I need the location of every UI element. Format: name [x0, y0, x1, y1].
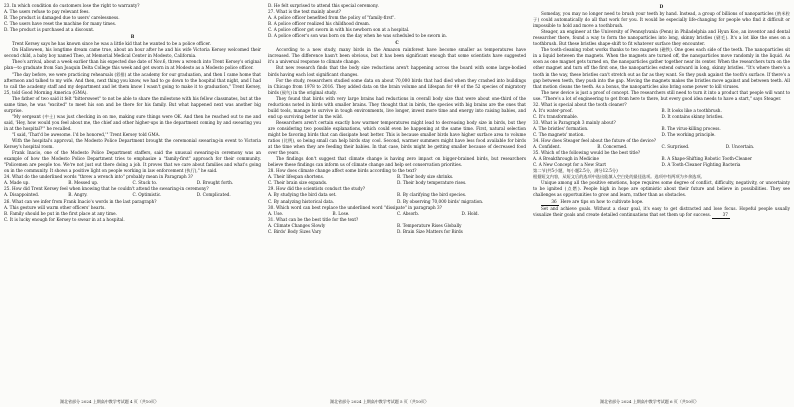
option-26a: A. This gesture will warm other officers' hearts.: [4, 204, 106, 210]
option-26b: B. Family should be put in the first place at any time.: [4, 210, 117, 216]
option-27b: B. A police officer realized his childhood dream.: [268, 21, 371, 27]
passage-b-para-7: "I said, 'That'd be awesome. I'd be honored,'" Trent Kersey told GMA.: [12, 131, 161, 137]
passage-d-para-2: Steager, an engineer at the University of Pennsylvania (Penn) in Philadelphia and Hyun Koo, an inventor and dental researcher there, found a way to form the nanoparticles into long, skinny bristles (刷毛). It's a lot like the ones on a toothbrush. But these bristles shape-shift to fit whatever surface they encounter.: [533, 29, 790, 47]
page-footer-right: 湖北省部分 2024 上期高中教学考试题 6 页（共10页）: [600, 399, 699, 404]
section-2-instructions: 根据短文内容，从短文后的选项中选出能填入空白处的最佳选项。选项中有两项为多余选项。: [533, 174, 705, 180]
option-29c: C. By analyzing historical data.: [268, 198, 335, 204]
passage-b-para-1: Trent Kersey says he has known since he was a little kid that he wanted to be a police officer.: [12, 41, 211, 47]
option-33c: C. The magnets' motion.: [533, 131, 585, 137]
question-24: 24. What do the underlined words "threw a wrench into" probably mean in Paragraph 3?: [4, 174, 193, 180]
passage-d-para-3: The tooth-cleaning robot works thanks to two magnets (磁铁). One goes each side of the teeth. The nanoparticles sit in a liquid between the magnets. When the magnets are turned off, the nanoparticles move randomly in the liquid. As soon as one magnet gets turned on, the nanoparticles gather together near its center. When the researchers turn on the other magnet and turn off the first one, the nanoparticles extend outward in long, skinny bristles. "It's where there's a tooth in the way, these bristles can't stretch out as far as they want. So they push against the tooth's surface. If there's a gap between teeth, they push into the gap. Moving the magnets makes the bristles move against and between teeth. All that motion cleans the teeth. As a bonus, the nanoparticles also bring some power to kill viruses.: [533, 47, 790, 89]
option-33d: D. The working principle.: [661, 131, 716, 137]
option-30b: B. Lose.: [332, 210, 350, 216]
passage-b-para-4: "The day before, we were practicing rehearsals (彩排) at the academy for our graduation, and then I came home that afternoon and talked to my wife. And then, next thing you know, we had to go down to the hospital that night, and I had to call the academy staff and my department and let them know I wasn't going to make it to graduation," Trent Kersey, 25, told Good Morning America (GMA).: [4, 71, 261, 95]
option-24d: D. Brought forth.: [196, 180, 234, 186]
option-35b: B. A Shape-Shifting Robotic Tooth-Cleaner: [661, 156, 752, 162]
passage-c-para-3: For the study, researchers studied some data on about 70,000 birds that had died when they crashed into buildings in Chicago from 1978 to 2016. They added data on the brain volume and lifespan for 49 of the 52 species of migratory birds (候鸟) in the original study.: [268, 77, 526, 95]
option-35c: C. A New Concept for a New Start: [533, 162, 607, 168]
option-23d: D. The product is purchased at a discount.: [4, 27, 95, 33]
passage-d-para-1: Someday, you may no longer need to brush your teeth by hand. Instead, a group of billions of nanoparticles (纳米粒子) could automatically do all that work for you. It would be especially life-changing for people who find it difficult or impossible to hold and move a toothbrush.: [533, 11, 790, 29]
option-34a: A. Confident.: [533, 144, 561, 150]
passage-c-para-5: Researchers aren't certain exactly how warmer temperatures might lead to decreasing body size in birds, but they are considering two possible explanations, which could even be happening at the same time. First, natural selection might be favoring birds that can dissipate heat better. This is because smaller birds have higher surface area to volume ratios (比例), so being small can help birds stay cool. Second, warmer summers might have less food available for birds at the time when they are feeding their babies. In that case, birds might be getting smaller because of decreased food over the years.: [268, 119, 526, 156]
option-32d: D. It contains skinny bristles.: [661, 113, 724, 119]
question-30: 30. Which word can best replace the underlined word "dissipate" in paragraph 3?: [268, 204, 442, 210]
option-34b: B. Concerned.: [597, 144, 628, 150]
cloze-goal-text: Set and achieve goals. Without a clear goal, it's easy to get distracted and lose focus. Hopeful people usually visualize their goals and create detailed continuations that set them up for success.: [533, 205, 790, 217]
option-24c: C. Stuck to.: [132, 180, 158, 186]
passage-b-para-2: On Halloween, his longtime dream came true, about an hour after he and his wife Victoria Kersey welcomed their second child, a baby boy named Theo, at Memorial Medical Center in Modesto, California.: [4, 47, 261, 59]
option-35a: A. A Breakthrough in Medicine: [533, 156, 599, 162]
passage-b-para-5: The father of two said it felt "bittersweet" to not be able to share the milestone with his fellow classmates, but at the same time, he was "excited" to meet his son and be there for his family. But what happened next was another big surprise.: [4, 95, 261, 113]
option-28b: B. Their body size shrinks.: [397, 174, 454, 180]
passage-b-para-8: With the hospital's approval, the Modesto Police Department brought the ceremonial swearing-in event to Victoria Kersey's hospital room.: [4, 138, 261, 150]
column-middle: [268, 3, 526, 393]
option-30c: C. Absorb.: [397, 210, 420, 216]
option-30d: D. Hold.: [461, 210, 479, 216]
page-footer-left: 湖北省部分 2024 上期高中教学考试题 4 页（共10页）: [60, 399, 159, 404]
passage-c-para-4: They found that birds with very large brains had reductions in overall body size that were about one-third of the reductions noted in birds with smaller brains. They thought that in birds, the species with big brains are the ones that build tools, manage to survive in tough environments, live longer, invest more time and energy into raising babies, and end up surviving better in the wild.: [268, 95, 526, 119]
option-31c: C. Birds' Body Sizes Vary: [268, 228, 322, 234]
question-25: 25. How did Trent Kersey feel when knowing that he couldn't attend the swearing-in ceremony?: [4, 186, 209, 192]
passage-c-para-2: But new research finds that the body size reductions aren't happening across the board with some large-bodied birds having each lost significant changes.: [268, 65, 526, 77]
option-29d: D. By observing 70,000 birds' migration.: [397, 198, 484, 204]
blank-37: 37: [712, 212, 730, 219]
option-31a: A. Climate Changes Slowly: [268, 222, 326, 228]
options-29-row-2: [268, 199, 526, 205]
column-left: [4, 3, 261, 393]
option-25b: B. Angry.: [68, 192, 88, 198]
passage-b-para-3: Theo's arrival, about a week earlier than his expected due date of Nov.6, threw a wrench into Trent Kersey's original plan—to graduate from San Joaquin Delta College this week and get sworn in at Modesto as a Modesto police officer.: [4, 59, 261, 71]
cloze-tip-intro: Here are tips on how to cultivate hope.: [560, 198, 644, 204]
question-23: 23. In which condition do customers lose the right to warranty?: [4, 3, 140, 8]
passage-cloze-para-1: Unique among all the positive emotions, hope requires some degree of conflict, difficulty, negativity, or uncertainty to be ignited (点燃). People high in hope are optimistic about their future and believe in possibilities. They see challenges as opportunities to grow and learn, rather than as obstacles.: [533, 180, 790, 198]
question-31: 31. What can be the best title for the text?: [268, 216, 359, 222]
option-32a: A. It's water-proof.: [533, 107, 573, 113]
section-d-heading: D: [659, 4, 664, 9]
section-2-heading: 第二节(共5小题，每小题2.5分，满分12.5分): [533, 168, 618, 174]
blank-36: 36: [541, 199, 559, 206]
option-32b: B. It looks like a toothbrush.: [661, 107, 722, 113]
section-c-heading: C: [395, 40, 399, 46]
option-29a: A. By studying the bird data set.: [268, 192, 337, 198]
question-34: 34. How does Steager feel about the future of the device?: [533, 138, 656, 144]
column-right: [533, 3, 790, 393]
section-b-heading: B: [130, 34, 135, 40]
option-25c: C. Optimistic.: [132, 192, 162, 198]
option-27a: A. A police officer benefited from the policy of "family-first".: [268, 15, 396, 21]
option-23b: B. The product is damaged due to users' carelessness.: [4, 15, 120, 21]
passage-cloze-para-3: [533, 206, 790, 219]
question-27: 27. What is the text mainly about?: [268, 9, 341, 15]
question-35: 35. Which of the following would be the best title?: [533, 150, 641, 156]
question-33: 33. What is Paragraph 3 mainly about?: [533, 119, 616, 125]
option-26c: C. It is lucky enough for Kersey to swear in at a hospital.: [4, 216, 125, 222]
options-32-row-2: [533, 114, 790, 120]
option-32c: C. It's transformable.: [533, 113, 579, 119]
option-25a: A. Disappointed.: [4, 192, 40, 198]
page-footer-middle: 湖北省部分 2024 上期高中教学考试题 5 页（共10页）: [330, 399, 429, 404]
option-23c: C. The users have reset the machine for many times.: [4, 21, 117, 27]
question-29: 29. How did the scientists conduct the study?: [268, 186, 365, 192]
passage-b-para-9: Frank Inacio, one of the Modesto Police Department staffers, said the unusual swearing-in ceremony was an example of how the Modesto Police Department tries to emphasize a "family-first" approach for their community. "Policemen are people too. We're not just out there doing a job. It proves that we care about families and what's going on in the community. It shows a positive light on people working in law enforcement (执行)," he said.: [4, 150, 261, 174]
option-31b: B. Temperature Rises Globally: [397, 222, 462, 228]
option-28d: D. Their body temperature rises.: [397, 180, 467, 186]
option-30a: A. Use.: [268, 210, 284, 216]
options-25: [4, 192, 261, 198]
option-24b: B. Messed up.: [68, 180, 99, 186]
question-28: 28. How does climate change affect some birds according to the text?: [268, 168, 417, 174]
option-26d: D. He felt surprised to attend this special ceremony.: [268, 3, 379, 8]
passage-cloze-para-2: [533, 199, 790, 206]
option-24a: A. Made up.: [4, 180, 30, 186]
question-26: 26. What can we infer from Frank Inacio's words in the last paragraph?: [4, 198, 157, 204]
options-30: [268, 211, 526, 217]
option-35d: D. A Tooth-Cleaner Fighting Bacteria: [661, 162, 741, 168]
passage-b-para-6: "My sergeant (中士) was just checking in on me, making sure things were OK. And then he reached out to me and said, 'Hey, how would you feel about me, the chief and other higher-ups in the department coming by and swearing you in at the hospital?'" he recalled.: [4, 113, 261, 131]
option-34c: C. Surprised.: [661, 144, 690, 150]
option-33b: B. The virus-killing process.: [661, 125, 721, 131]
option-29b: B. By clarifying the bird species.: [397, 192, 467, 198]
option-33a: A. The bristles' formation.: [533, 125, 589, 131]
option-34d: D. Uncertain.: [725, 144, 755, 150]
option-28a: A. Their lifespan shortens.: [268, 174, 325, 180]
option-27c: C. A police officer got sworn in with his newborn son at a hospital.: [268, 27, 410, 33]
option-25d: D. Complicated.: [196, 192, 231, 198]
option-31d: D. Brain Size Matters for Birds: [397, 228, 463, 234]
option-28c: C. Their brain size expands.: [268, 180, 328, 186]
question-32: 32. What is special about the tooth cleaner?: [533, 101, 627, 107]
passage-c-para-1: According to a new study, many birds in the Amazon rainforest have become smaller as temperatures have increased. The difference hasn't been obvious, but it has been significant enough that some scientists have suggested it's a universal response to climate change.: [268, 47, 526, 65]
options-31-row-2: [268, 229, 526, 235]
option-23a: A. The users refuse to pay relevant fees.: [4, 9, 90, 15]
option-27d: D. A police officer's son was born on the day when he was scheduled to be sworn in.: [268, 33, 448, 39]
passage-c-para-6: The findings don't suggest that climate change is having zero impact on bigger-brained birds, but researchers believe these findings can inform us of climate change and help set conservation priorities.: [268, 156, 526, 168]
passage-d-para-4: The new device is just a proof of concept. The researchers still need to turn it into a product that people will want to use. "There's a lot of engineering to get from here to there, but every good idea needs to have a start," says Steager.: [533, 89, 790, 101]
